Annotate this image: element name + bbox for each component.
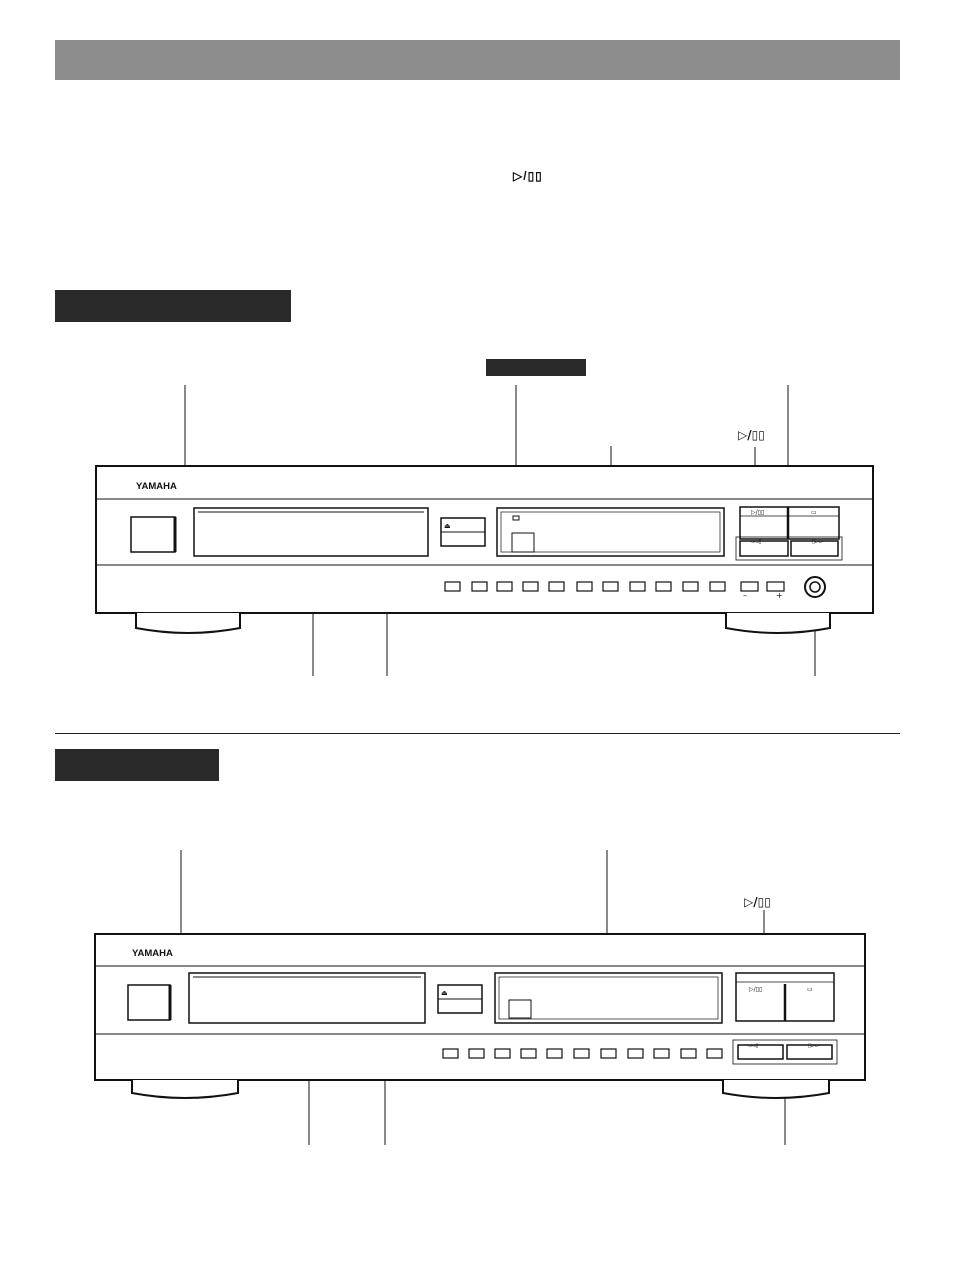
remote-sensor [509, 1000, 531, 1018]
play-pause-key-label: ▷/▯▯ [749, 986, 763, 993]
power-button[interactable] [128, 985, 170, 1020]
volume-minus-label: – [743, 591, 747, 600]
skip-back-icon: ◅◅▯ [747, 1043, 759, 1049]
skip-back-button[interactable] [740, 541, 788, 556]
disc-tray [194, 508, 428, 556]
disc-tray [189, 973, 425, 1023]
stop-icon: ▭ [807, 986, 813, 993]
section-tab-model-b [55, 749, 219, 781]
play-pause-symbol: ▷/▯▯ [513, 169, 543, 183]
section-tab-model-a [55, 290, 291, 322]
foot-left [132, 1080, 238, 1098]
volume-plus-label: + [776, 591, 783, 600]
volume-down-button[interactable] [741, 582, 758, 591]
stop-icon: ▭ [811, 509, 817, 516]
eject-icon: ⏏ [441, 989, 448, 997]
front-panel-diagram-a [0, 360, 954, 690]
numeric-keys[interactable] [445, 582, 725, 591]
page-header-bar [55, 40, 900, 80]
skip-back-icon: ◅◅▯ [750, 539, 762, 545]
indicator-led [513, 516, 519, 520]
section-divider [55, 733, 900, 734]
power-button[interactable] [131, 517, 175, 552]
front-panel-diagram-b [0, 840, 954, 1150]
skip-back-button[interactable] [738, 1045, 783, 1059]
skip-forward-icon: ▯▻▻ [812, 539, 824, 545]
play-pause-callout-label: ▷/▯▯ [744, 895, 771, 909]
remote-sensor [512, 533, 534, 552]
skip-forward-icon: ▯▻▻ [808, 1043, 820, 1049]
volume-up-button[interactable] [767, 582, 784, 591]
eject-icon: ⏏ [444, 522, 451, 530]
foot-right [726, 613, 830, 633]
foot-right [723, 1080, 829, 1098]
brand-logo: YAMAHA [136, 481, 177, 492]
play-pause-callout-label: ▷/▯▯ [738, 428, 765, 442]
foot-left [136, 613, 240, 633]
play-pause-key-label: ▷/▯▯ [751, 509, 765, 516]
brand-logo: YAMAHA [132, 948, 173, 959]
